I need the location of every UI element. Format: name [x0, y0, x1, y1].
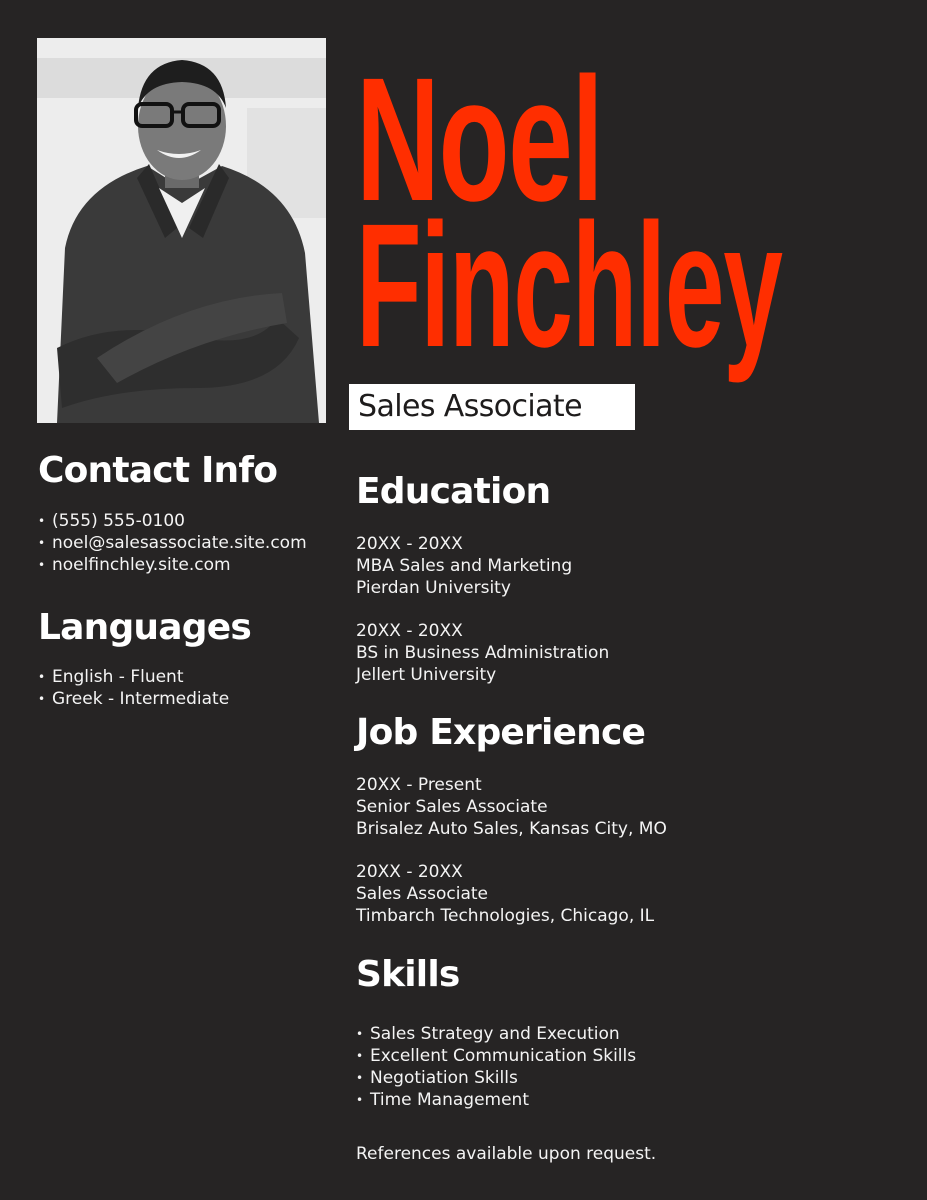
name-first: Noel: [356, 42, 603, 238]
contact-email: • noel@salesassociate.site.com: [38, 532, 307, 554]
experience-role: Sales Associate: [356, 884, 489, 904]
references-note: References available upon request.: [356, 1144, 657, 1164]
skill-item: • Time Management: [356, 1089, 636, 1111]
name-last: Finchley: [356, 188, 782, 384]
experience-entry: [356, 861, 654, 927]
experience-company: Timbarch Technologies, Chicago, IL: [356, 906, 655, 926]
education-dates: 20XX - 20XX: [356, 534, 463, 554]
skills-list: [356, 1023, 636, 1111]
contact-phone: • (555) 555-0100: [38, 510, 307, 532]
education-entry: [356, 533, 572, 599]
education-degree: BS in Business Administration: [356, 643, 610, 663]
language-item: • English - Fluent: [38, 666, 229, 688]
experience-role: Senior Sales Associate: [356, 797, 548, 817]
skills-heading: Skills: [356, 954, 460, 995]
contact-website: • noelfinchley.site.com: [38, 554, 307, 576]
language-item: • Greek - Intermediate: [38, 688, 229, 710]
skill-item: • Sales Strategy and Execution: [356, 1023, 636, 1045]
education-school: Jellert University: [356, 665, 497, 685]
education-degree: MBA Sales and Marketing: [356, 556, 573, 576]
experience-dates: 20XX - 20XX: [356, 862, 463, 882]
contact-heading: Contact Info: [38, 450, 278, 491]
experience-dates: 20XX - Present: [356, 775, 482, 795]
skill-item: • Excellent Communication Skills: [356, 1045, 636, 1067]
job-title-badge: Sales Associate: [349, 384, 635, 430]
experience-heading: Job Experience: [356, 712, 646, 753]
experience-entry: [356, 774, 667, 840]
profile-photo: [37, 38, 326, 423]
education-entry: [356, 620, 609, 686]
languages-heading: Languages: [38, 607, 251, 648]
languages-list: [38, 666, 229, 710]
experience-company: Brisalez Auto Sales, Kansas City, MO: [356, 819, 667, 839]
education-school: Pierdan University: [356, 578, 511, 598]
skill-item: • Negotiation Skills: [356, 1067, 636, 1089]
education-heading: Education: [356, 471, 551, 512]
education-dates: 20XX - 20XX: [356, 621, 463, 641]
contact-list: [38, 510, 307, 576]
